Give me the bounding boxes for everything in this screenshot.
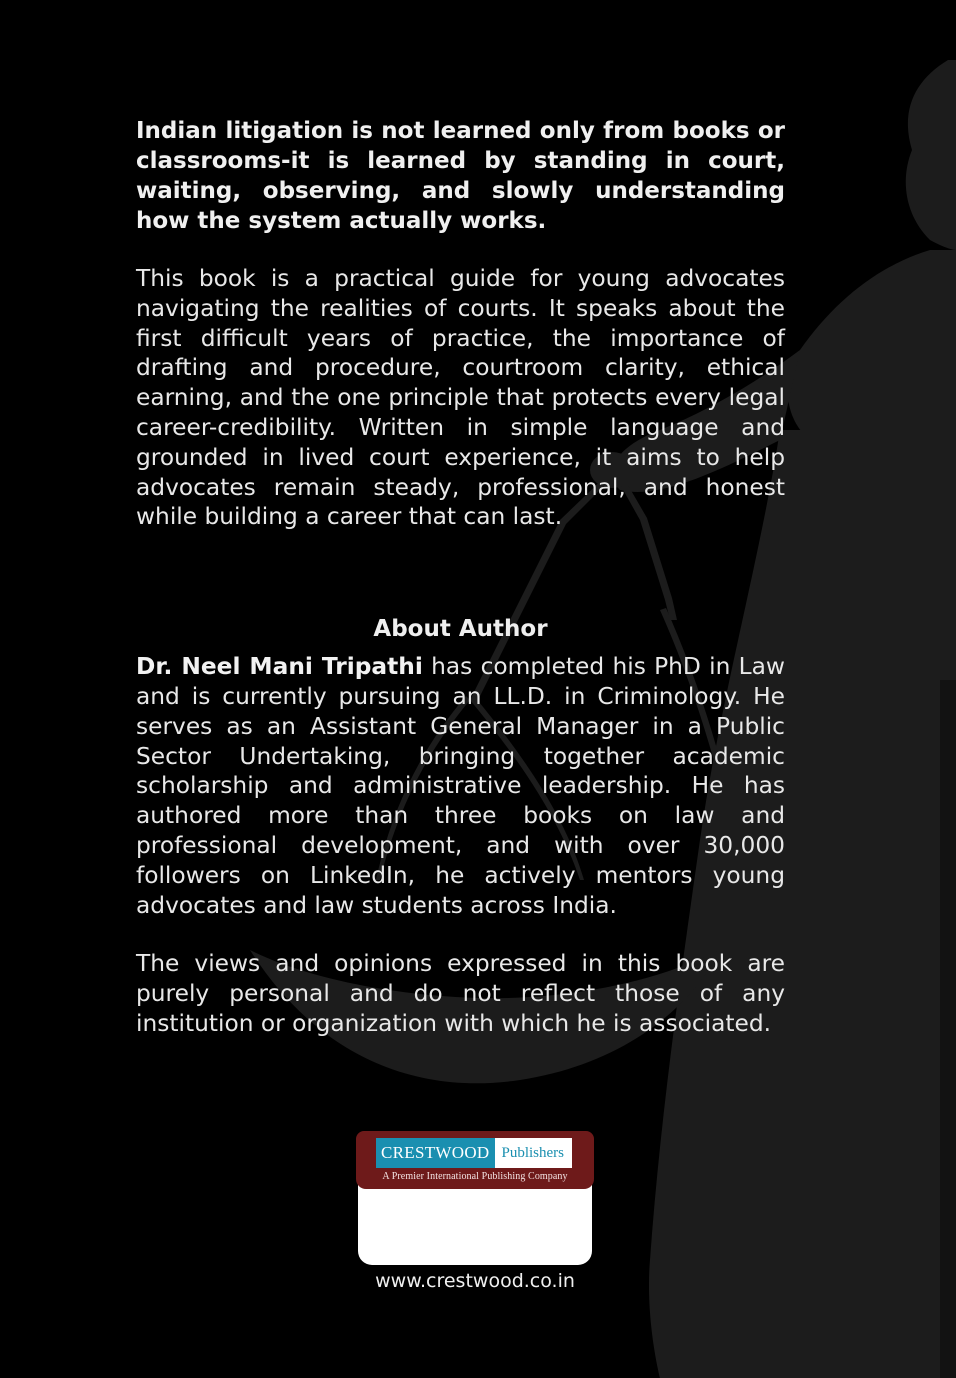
- publisher-wordmark: [376, 1138, 572, 1168]
- back-cover-text: [136, 116, 785, 1039]
- publisher-website: www.crestwood.co.in: [375, 1270, 575, 1292]
- book-description: This book is a practical guide for young advocates navigating the realities of courts. It speaks about the first difficult years of practice, the importance of drafting and procedure, courtroom clarity, ethical earning, and the one principle that protects every legal career-credibility. Written in simple language and grounded in lived court experience, it aims to help advocates remain steady, professional, and honest while building a career that can last.: [136, 265, 785, 531]
- publisher-logo-band: [356, 1131, 594, 1189]
- publisher-suffix: Publishers: [501, 1145, 564, 1161]
- publisher-name: CRESTWOOD: [376, 1138, 495, 1168]
- author-name: Dr. Neel Mani Tripathi: [136, 653, 423, 681]
- author-bio: [136, 652, 785, 920]
- intro-paragraph: Indian litigation is not learned only from books or classrooms-it is learned by standing in court, waiting, observing, and slowly understanding how the system actually works.: [136, 118, 785, 234]
- publisher-tagline: A Premier International Publishing Company: [382, 1171, 568, 1182]
- about-author-heading: About Author: [373, 616, 548, 643]
- author-bio-text: has completed his PhD in Law and is currently pursuing an LL.D. in Criminology. He serves as an Assistant General Manager in a Public Sector Undertaking, bringing together academic scholarship and administrative leadership. He has authored more than three books on law and professional development, and with over 30,000 followers on LinkedIn, he actively mentors young advocates and law students across India.: [136, 653, 785, 919]
- publisher-logo: [356, 1131, 594, 1267]
- disclaimer-paragraph: The views and opinions expressed in this book are purely personal and do not reflect those of any institution or organization with which he is associated.: [136, 950, 785, 1037]
